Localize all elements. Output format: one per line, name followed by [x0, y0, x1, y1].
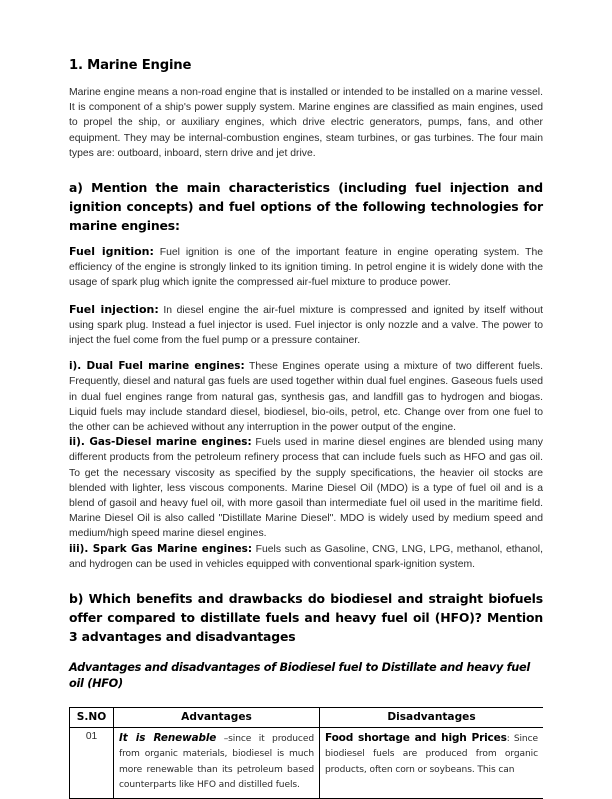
disadvantage-lead: Food shortage and high Prices [325, 732, 507, 745]
item-i-paragraph [69, 359, 543, 435]
item-ii-paragraph [69, 435, 543, 541]
advantage-lead: It is Renewable [119, 732, 217, 745]
column-header-disadvantages: Disadvantages [320, 708, 544, 728]
table-row [70, 728, 544, 799]
disadvantage-text: : Since biodiesel fuels are produced from organic products, often corn or soybeans. This can [325, 734, 538, 775]
item-i-text: These Engines operate using a mixture of two different fuels. Frequently, diesel and natural gas fuels are used together within dual fuel engines. Gaseous fuels used in dual fuel engines range from natural gas, synthesis gas, and landfill gas to hydrogen and biogas. Liquid fuels may include standard diesel, biodiesel, bio-oils, petrol, etc. Change over from one fuel to the other can be achieved without any interruption in the power output of the engine. [69, 361, 544, 434]
column-header-advantages: Advantages [114, 708, 320, 728]
section-b-heading: b) Which benefits and drawbacks do biodiesel and straight biofuels offer compared to distillate fuels and heavy fuel oil (HFO)? Mention 3 advantages and disadvantages [69, 591, 543, 645]
section-a-heading: a) Mention the main characteristics (including fuel injection and ignition concepts) and fuel options of the following technologies for marine engines: [69, 180, 543, 234]
item-ii-label: ii). Gas-Diesel marine engines: [69, 436, 252, 449]
fuel-injection-label: Fuel injection: [69, 302, 159, 316]
column-header-sno: S.NO [70, 708, 114, 728]
fuel-ignition-paragraph [69, 244, 543, 291]
item-iii-paragraph [69, 542, 543, 572]
item-iii-text: Fuels such as Gasoline, CNG, LNG, LPG, methanol, ethanol, and hydrogen can be used in vehicles equipped with conventional spark-ignition system. [69, 543, 543, 570]
advantages-disadvantages-table [69, 707, 543, 799]
cell-advantages [114, 728, 320, 799]
item-i-label: i). Dual Fuel marine engines: [69, 360, 245, 373]
item-iii-label: iii). Spark Gas Marine engines: [69, 542, 253, 555]
fuel-injection-text: In diesel engine the air-fuel mixture is compressed and ignited by itself without using spark plug. Instead a fuel injector is used. Fuel injector is only nozzle and a valve. The power to inject the fuel come from the fuel pump or a pressure container. [69, 304, 543, 347]
page-title: 1. Marine Engine [69, 58, 192, 73]
cell-disadvantages [320, 728, 544, 799]
cell-sno: 01 [70, 728, 114, 799]
fuel-ignition-label: Fuel ignition: [69, 245, 154, 259]
intro-paragraph: Marine engine means a non-road engine that is installed or intended to be installed on a marine vessel. It is component of a ship's power supply system. Marine engines are classified as main engines, used to propel the ship, or auxiliary engines, which drive electric generators, pumps, fans, and other equipment. They may be internal-combustion engines, steam turbines, or gas turbines. The four main types are: outboard, inboard, stern drive and jet drive. [69, 87, 543, 159]
item-ii-text: Fuels used in marine diesel engines are blended using many different products from the petroleum refinery process that can include fuels such as HFO and gas oil. To get the necessary viscosity as specified by the supply specifications, the heavier oil stocks are blended with lighter, less viscous components. Marine Diesel Oil (MDO) is a type of fuel oil and is a blend of gasoil and heavy fuel oil, with more gasoil than intermediate fuel oil used in the maritime field. Marine Diesel Oil is also called "Distillate Marine Diesel". MDO is widely used by medium speed and medium/high speed marine diesel engines. [69, 437, 544, 540]
fuel-ignition-text: Fuel ignition is one of the important feature in engine operating system. The efficiency of the engine is strongly linked to its ignition timing. In petrol engine it is widely done with the usage of spark plug which ignite the compressed air-fuel mixture to produce power. [69, 247, 543, 289]
fuel-injection-paragraph [69, 302, 543, 349]
table-subheading: Advantages and disadvantages of Biodiesel fuel to Distillate and heavy fuel oil (HFO) [69, 661, 530, 691]
table-header-row [70, 708, 544, 728]
advantage-text: –since it produced from organic materials, biodiesel is much more renewable than its petroleum based counterparts like HFO and distilled fuels. [119, 734, 315, 791]
table-container [69, 705, 543, 799]
